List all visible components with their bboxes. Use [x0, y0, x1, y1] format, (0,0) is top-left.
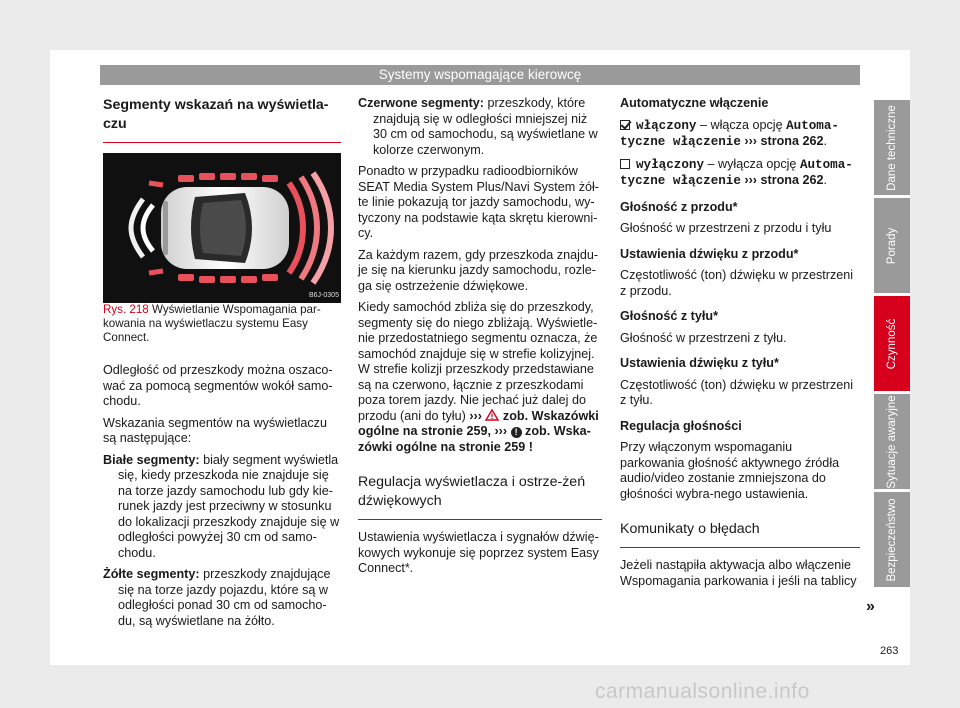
tab-porady[interactable]	[874, 198, 910, 293]
option-enabled	[620, 118, 860, 151]
chapter-tabs	[874, 100, 910, 590]
page-number: 263	[880, 645, 899, 657]
section-heading-settings: Regulacja wyświetlacza i ostrze-żeń dźwiękowych	[358, 473, 602, 520]
rear-segment-inner	[143, 205, 153, 251]
paragraph: Przy włączonym wspomaganiu parkowania głośność aktywnego źródła audio/video zostanie zmniejszona do głośności wybra-nego ustawienia.	[620, 440, 840, 501]
car-top-view	[161, 187, 289, 269]
front-segments	[289, 173, 331, 283]
menu-heading: Regulacja głośności	[620, 418, 742, 433]
cross-reference[interactable]: zob. Wska-zówki ogólne na stronie 259	[358, 424, 591, 454]
paragraph: Jeżeli nastąpiła aktywacja albo włączenie Wspomagania parkowania i jeśli na tablicy	[620, 558, 857, 588]
paragraph-collision	[358, 300, 602, 455]
term: Białe segmenty:	[103, 452, 200, 467]
definition: przeszkody znajdujące się na torze jazdy pojazdu, które są w odległości ponad 30 cm od samocho-du, są wyświetlane na żółto.	[118, 567, 331, 628]
heading-line-1: Segmenty wskazań na wyświetla-	[103, 97, 329, 113]
continued-marker: »	[866, 598, 875, 615]
column-1	[103, 96, 341, 629]
info-icon: !	[511, 427, 522, 438]
tab-sytuacje-awaryjne[interactable]	[874, 394, 910, 489]
rear-corner-segment-bottom	[149, 271, 163, 273]
paragraph: Głośność w przestrzeni z tyłu.	[620, 330, 787, 345]
paragraph: Ustawienia wyświetlacza i sygnałów dźwię-kowych wykonuje się poprzez system Easy Connect*.	[358, 530, 599, 575]
option-name: Automa-tyczne włączenie	[620, 157, 853, 188]
figure-caption-text: Wyświetlanie Wspomagania par-kowania na wyświetlaczu systemu Easy Connect.	[103, 303, 321, 344]
menu-heading: Głośność z tyłu*	[620, 309, 718, 323]
menu-heading: Ustawienia dźwięku z tyłu*	[620, 356, 779, 370]
watermark: carmanualsonline.info	[595, 680, 810, 703]
figure-caption	[103, 303, 341, 345]
option-disabled	[620, 157, 860, 190]
paragraph: Ponadto w przypadku radioodbiorników SEAT Media System Plus/Navi System żół-te linie pokazują tor jazdy samochodu, wy-tyczony na podstawie kąta skrętu kierowni-cy.	[358, 164, 599, 240]
column-3	[620, 96, 860, 589]
tab-label: Czynność	[886, 318, 898, 369]
column-2	[358, 96, 602, 577]
parking-display-illustration	[103, 153, 341, 303]
paragraph: Częstotliwość (ton) dźwięku w przestrzeni z tyłu.	[620, 377, 854, 407]
menu-heading: Głośność z przodu*	[620, 199, 738, 214]
checkbox-checked-icon	[620, 120, 630, 130]
tab-bezpieczenstwo[interactable]	[874, 492, 910, 587]
paragraph: Częstotliwość (ton) dźwięku w przestrzeni z przodu.	[620, 268, 854, 298]
tab-label: Bezpieczeństwo	[886, 497, 898, 582]
term: Czerwone segmenty:	[358, 96, 484, 110]
parking-display-figure	[103, 153, 341, 303]
paragraph: Odległość od przeszkody można oszaco-wać za pomocą segmentów wokół samo-chodu.	[103, 363, 333, 408]
text: .	[823, 134, 828, 148]
menu-heading-auto-on: Automatyczne włączenie	[620, 96, 769, 110]
tab-dane-techniczne[interactable]	[874, 100, 910, 195]
option-label: wyłączony	[636, 157, 705, 172]
tab-label: Sytuacje awaryjne	[886, 394, 898, 489]
definition-yellow-segments	[103, 567, 341, 629]
option-name: Automa-tyczne włączenie	[620, 118, 839, 149]
text: Kiedy samochód zbliża się do przeszkody, segmenty się do niego zbliżają. Wyświetle-nie przedostatniego segmentu oznacza, że samochód znajduje się w strefie kolizyjnej. W strefie kolizji przeszkody przedstawiane są na czerwono, łącznie z przeszkodami poza torem jazdy. Nie jechać już dalej do przodu (ani do tyłu)	[358, 300, 598, 423]
text: – wyłącza opcję	[704, 156, 800, 171]
side-segments-bottom	[178, 274, 278, 283]
side-segments-top	[178, 173, 278, 182]
definition-white-segments	[103, 453, 341, 562]
menu-heading: Ustawienia dźwięku z przodu*	[620, 246, 799, 261]
checkbox-empty-icon	[620, 159, 630, 169]
heading-line-2: czu	[103, 116, 127, 132]
cross-reference[interactable]: zob. Wskazówki ogólne na stronie 259	[358, 408, 599, 438]
warning-icon	[485, 409, 499, 421]
paragraph: Głośność w przestrzeni z przodu i tyłu	[620, 221, 832, 235]
paragraph: Za każdym razem, gdy przeszkoda znajdu-je się na kierunku jazdy samochodu, rozle-ga się ostrzeżenie dźwiękowe.	[358, 247, 599, 293]
option-label: włączony	[636, 118, 697, 133]
paragraph: Wskazania segmentów na wyświetlaczu są następujące:	[103, 415, 327, 445]
cross-reference[interactable]: ››› strona 262	[740, 134, 824, 148]
arrows: , ›››	[487, 424, 508, 438]
term: Żółte segmenty:	[103, 567, 200, 581]
tab-czynnosc[interactable]	[874, 296, 910, 391]
running-header: Systemy wspomagające kierowcę	[100, 65, 860, 85]
rear-corner-segment-top	[149, 183, 163, 185]
text: !	[525, 439, 533, 454]
cross-reference[interactable]: ››› strona 262	[740, 173, 824, 187]
definition-red-segments	[358, 96, 602, 158]
tab-label: Porady	[886, 227, 898, 264]
definition: przeszkody, które znajdują się w odległości mniejszej niż 30 cm od samochodu, są wyświetlane w kolorze czerwonym.	[373, 96, 598, 157]
text: .	[823, 173, 828, 187]
section-heading-segments	[103, 96, 341, 143]
tab-label: Dane techniczne	[886, 104, 898, 191]
figure-label: Rys. 218	[103, 303, 149, 316]
figure-code: B6J-0305	[309, 292, 339, 299]
section-heading-errors: Komunikaty o błędach	[620, 520, 860, 548]
arrows: ›››	[469, 408, 482, 423]
definition: biały segment wyświetla się, kiedy przeszkoda nie znajduje się na torze jazdy samochodu lub gdy kie-runek jazdy jest przeciwny w stosunku do lokalizacji przeszkody znajduje się w odległości powyżej 30 cm od samo-chodu.	[118, 452, 340, 560]
text: – włącza opcję	[696, 117, 787, 132]
